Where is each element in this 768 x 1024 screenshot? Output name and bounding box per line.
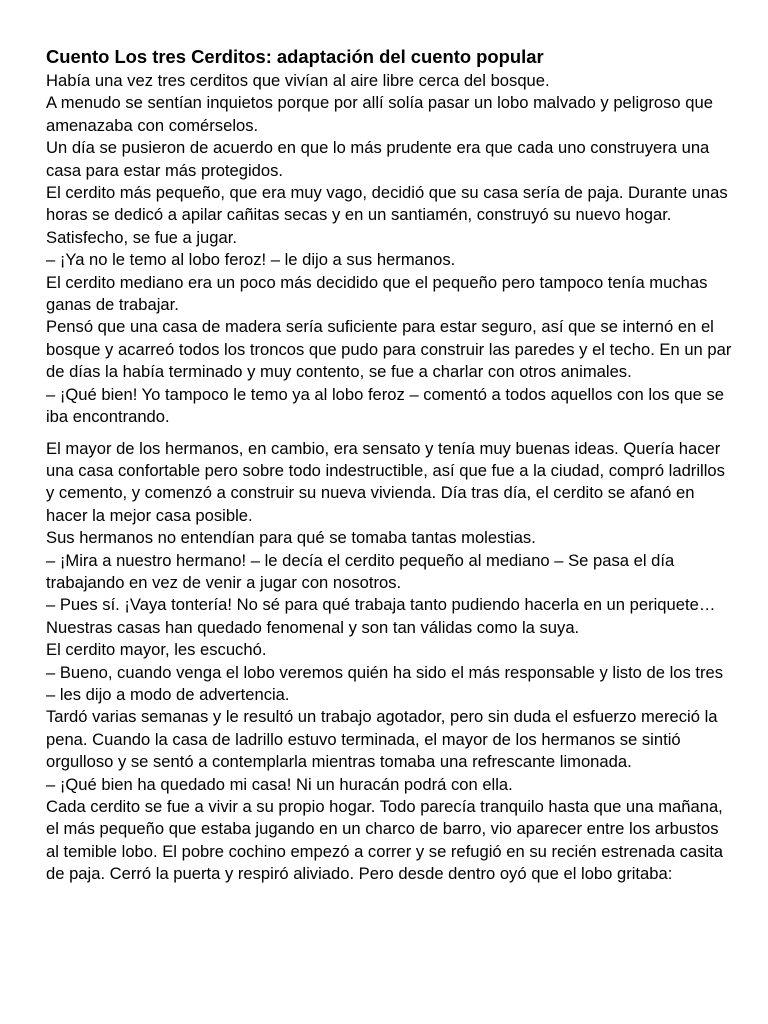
paragraph: Había una vez tres cerditos que vivían al aire libre cerca del bosque. [46, 71, 550, 90]
paragraph: El cerdito más pequeño, que era muy vago, decidió que su casa sería de paja. Durante unas horas se dedicó a apilar cañitas secas y en un santiamén, construyó su nuevo hogar. Satisfecho, se fue a jugar. [46, 183, 728, 247]
paragraph: El mayor de los hermanos, en cambio, era sensato y tenía muy buenas ideas. Quería hacer una casa confortable pero sobre todo indestructible, así que fue a la ciudad, compró ladrillos y cemento, y comenzó a construir su nueva vivienda. Día tras día, el cerdito se afanó en hacer la mejor casa posible. [46, 438, 725, 525]
paragraph: El cerdito mayor, les escuchó. [46, 640, 267, 660]
document-page [46, 44, 736, 886]
paragraph: Sus hermanos no entendían para qué se tomaba tantas molestias. [46, 528, 536, 548]
dialogue-line: – Bueno, cuando venga el lobo veremos quién ha sido el más responsable y listo de los tres – les dijo a modo de advertencia. [46, 662, 724, 704]
dialogue-line: – ¡Ya no le temo al lobo feroz! – le dijo a sus hermanos. [46, 250, 456, 270]
paragraph: El cerdito mediano era un poco más decidido que el pequeño pero tampoco tenía muchas ganas de trabajar. [46, 272, 708, 315]
dialogue-line: – ¡Mira a nuestro hermano! – le decía el cerdito pequeño al mediano – Se pasa el día trabajando en vez de venir a jugar con nosotros. [46, 550, 675, 592]
document-title: Cuento Los tres Cerditos: adaptación del cuento popular [46, 46, 544, 67]
paragraph: Cada cerdito se fue a vivir a su propio hogar. Todo parecía tranquilo hasta que una mañana, el más pequeño que estaba jugando en un charco de barro, vio aparecer entre los arbustos al temible lobo. El pobre cochino empezó a correr y se refugió en su recién estrenada casita de paja. Cerró la puerta y respiró aliviado. Pero desde dentro oyó que el lobo gritaba: [46, 797, 724, 884]
paragraph: Un día se pusieron de acuerdo en que lo más prudente era que cada uno construyera una casa para estar más protegidos. [46, 138, 710, 180]
story-section-1 [46, 70, 736, 429]
dialogue-line: – ¡Qué bien ha quedado mi casa! Ni un huracán podrá con ella. [46, 774, 513, 794]
paragraph: A menudo se sentían inquietos porque por allí solía pasar un lobo malvado y peligroso que amenazaba con comérselos. [46, 93, 713, 135]
paragraph: Pensó que una casa de madera sería suficiente para estar seguro, así que se internó en el bosque y acarreó todos los troncos que pudo para construir las paredes y el techo. En un par de días la había terminado y muy contento, se fue a charlar con otros animales. [46, 317, 732, 382]
story-section-2 [46, 438, 736, 886]
paragraph: Tardó varias semanas y le resultó un trabajo agotador, pero sin duda el esfuerzo mereció la pena. Cuando la casa de ladrillo estuvo terminada, el mayor de los hermanos se sintió orgulloso y se sentó a contemplarla mientras tomaba una refrescante limonada. [46, 707, 718, 772]
dialogue-line: – Pues sí. ¡Vaya tontería! No sé para qué trabaja tanto pudiendo hacerla en un periquete… Nuestras casas han quedado fenomenal y son tan válidas como la suya. [46, 595, 716, 637]
dialogue-line: – ¡Qué bien! Yo tampoco le temo ya al lobo feroz – comentó a todos aquellos con los que se iba encontrando. [46, 384, 725, 427]
